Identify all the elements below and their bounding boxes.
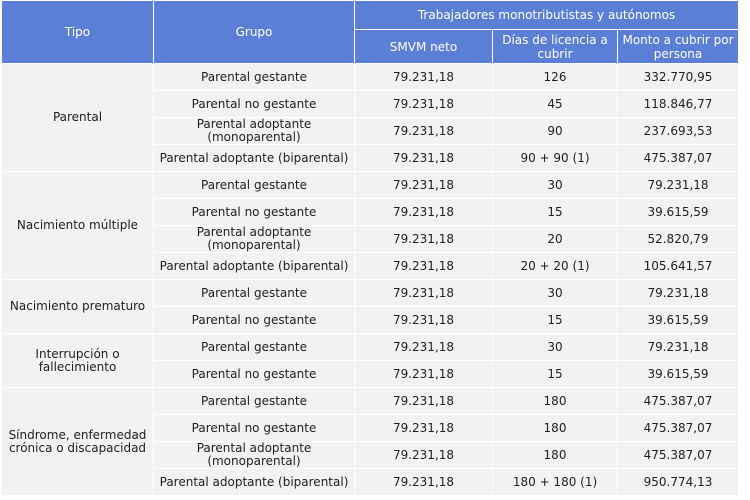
grupo-cell: Parental gestante: [154, 172, 355, 199]
grupo-cell: Parental adoptante (biparental): [154, 253, 355, 280]
smvm-cell: 79.231,18: [355, 118, 493, 145]
monto-cell: 475.387,07: [618, 442, 739, 469]
tipo-cell: Síndrome, enfermedad crónica o discapacidad: [2, 388, 154, 496]
smvm-cell: 79.231,18: [355, 91, 493, 118]
grupo-cell: Parental gestante: [154, 64, 355, 91]
monto-cell: 950.774,13: [618, 469, 739, 496]
table-row: [2, 388, 739, 415]
dias-cell: 180: [493, 442, 618, 469]
monto-cell: 79.231,18: [618, 172, 739, 199]
dias-cell: 15: [493, 361, 618, 388]
smvm-cell: 79.231,18: [355, 469, 493, 496]
grupo-cell: Parental no gestante: [154, 307, 355, 334]
table-row: [2, 64, 739, 91]
dias-cell: 180: [493, 415, 618, 442]
monto-cell: 118.846,77: [618, 91, 739, 118]
monto-cell: 79.231,18: [618, 334, 739, 361]
grupo-cell: Parental no gestante: [154, 91, 355, 118]
header-trabajadores: Trabajadores monotributistas y autónomos: [355, 1, 739, 30]
dias-cell: 90: [493, 118, 618, 145]
tipo-cell: Interrupción o fallecimiento: [2, 334, 154, 388]
monto-cell: 39.615,59: [618, 307, 739, 334]
monto-cell: 332.770,95: [618, 64, 739, 91]
grupo-cell: Parental gestante: [154, 334, 355, 361]
smvm-cell: 79.231,18: [355, 334, 493, 361]
dias-cell: 30: [493, 334, 618, 361]
monto-cell: 475.387,07: [618, 145, 739, 172]
grupo-cell: Parental adoptante (monoparental): [154, 118, 355, 145]
smvm-cell: 79.231,18: [355, 442, 493, 469]
dias-cell: 45: [493, 91, 618, 118]
header-monto: Monto a cubrir por persona: [618, 30, 739, 64]
smvm-cell: 79.231,18: [355, 145, 493, 172]
header-dias: Días de licencia a cubrir: [493, 30, 618, 64]
smvm-cell: 79.231,18: [355, 172, 493, 199]
smvm-cell: 79.231,18: [355, 361, 493, 388]
dias-cell: 180: [493, 388, 618, 415]
dias-cell: 20 + 20 (1): [493, 253, 618, 280]
dias-cell: 30: [493, 172, 618, 199]
header-grupo: Grupo: [154, 1, 355, 64]
monto-cell: 52.820,79: [618, 226, 739, 253]
grupo-cell: Parental adoptante (monoparental): [154, 442, 355, 469]
monto-cell: 237.693,53: [618, 118, 739, 145]
dias-cell: 30: [493, 280, 618, 307]
grupo-cell: Parental gestante: [154, 280, 355, 307]
tipo-cell: Parental: [2, 64, 154, 172]
grupo-cell: Parental adoptante (biparental): [154, 145, 355, 172]
smvm-cell: 79.231,18: [355, 253, 493, 280]
tipo-cell: Nacimiento prematuro: [2, 280, 154, 334]
tipo-cell: Nacimiento múltiple: [2, 172, 154, 280]
dias-cell: 15: [493, 307, 618, 334]
grupo-cell: Parental no gestante: [154, 361, 355, 388]
smvm-cell: 79.231,18: [355, 307, 493, 334]
monto-cell: 79.231,18: [618, 280, 739, 307]
table-body: [2, 64, 739, 496]
licencias-table: [1, 0, 739, 496]
dias-cell: 126: [493, 64, 618, 91]
grupo-cell: Parental adoptante (monoparental): [154, 226, 355, 253]
header-tipo: Tipo: [2, 1, 154, 64]
smvm-cell: 79.231,18: [355, 415, 493, 442]
header-smvm: SMVM neto: [355, 30, 493, 64]
grupo-cell: Parental adoptante (biparental): [154, 469, 355, 496]
grupo-cell: Parental no gestante: [154, 199, 355, 226]
monto-cell: 39.615,59: [618, 361, 739, 388]
monto-cell: 475.387,07: [618, 388, 739, 415]
grupo-cell: Parental no gestante: [154, 415, 355, 442]
smvm-cell: 79.231,18: [355, 199, 493, 226]
smvm-cell: 79.231,18: [355, 280, 493, 307]
monto-cell: 39.615,59: [618, 199, 739, 226]
smvm-cell: 79.231,18: [355, 388, 493, 415]
table-row: [2, 334, 739, 361]
dias-cell: 90 + 90 (1): [493, 145, 618, 172]
dias-cell: 180 + 180 (1): [493, 469, 618, 496]
table-row: [2, 280, 739, 307]
monto-cell: 105.641,57: [618, 253, 739, 280]
smvm-cell: 79.231,18: [355, 226, 493, 253]
monto-cell: 475.387,07: [618, 415, 739, 442]
smvm-cell: 79.231,18: [355, 64, 493, 91]
grupo-cell: Parental gestante: [154, 388, 355, 415]
dias-cell: 20: [493, 226, 618, 253]
dias-cell: 15: [493, 199, 618, 226]
table-row: [2, 172, 739, 199]
